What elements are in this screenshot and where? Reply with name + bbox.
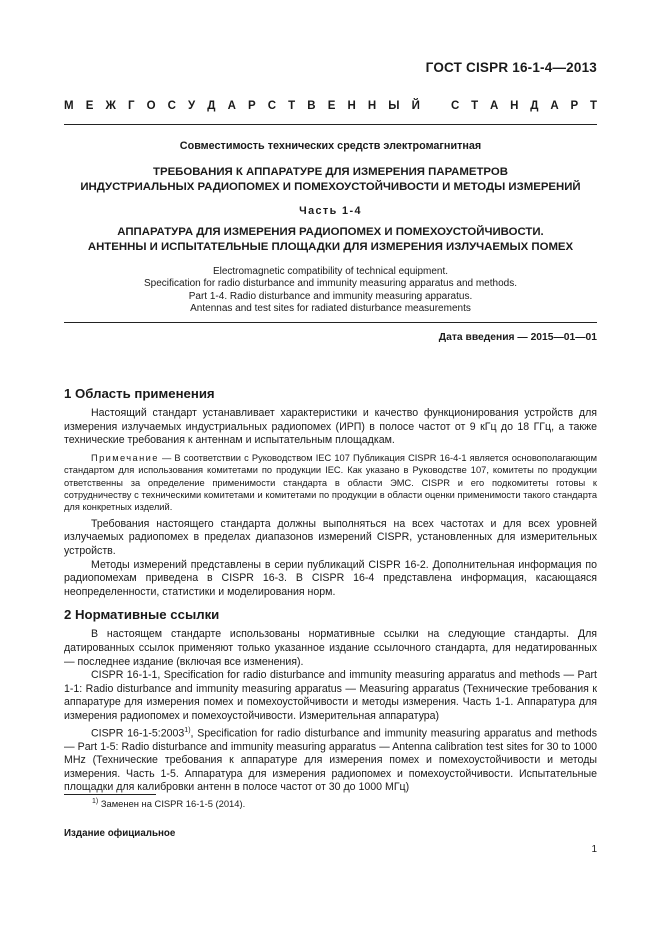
section-1-heading: 1 Область применения	[64, 386, 215, 401]
section-2-reference: CISPR 16-1-1, Specification for radio disturbance and immunity measuring apparatus and methods — Part 1-1: Radio disturbance and immunity measuring apparatus — Measuring apparatus (Технические требования к аппаратуре для измерения помех и помехоустойчивости и методы измерения. Часть 1-1. Аппаратура для измерения радиопомех и помехоустойчивости. Измерительная аппаратура)	[64, 669, 597, 722]
section-1-paragraph: Требования настоящего стандарта должны выполняться на всех частотах и для всех уровней излучаемых радиопомех в пределах диапазонов измерений CISPR, установленных для измерительных устройств.	[64, 517, 597, 557]
title-rule	[64, 322, 597, 323]
introduction-date: Дата введения — 2015—01—01	[438, 332, 597, 343]
footnote: $^{1)}$ Заменен на CISPR 16-1-5 (2014).	[92, 798, 246, 810]
section-1-paragraph: Настоящий стандарт устанавливает характеристики и качество функционирования устройств для измерения излучаемых индустриальных радиопомех (ИРП) в полосе частот от 9 кГц до 18 ГГц, а также технические требования к антеннам и испытательным площадкам.	[64, 407, 597, 447]
part-title: АППАРАТУРА ДЛЯ ИЗМЕРЕНИЯ РАДИОПОМЕХ И ПОМЕХОУСТОЙЧИВОСТИ. АНТЕННЫ И ИСПЫТАТЕЛЬНЫЕ ПЛОЩАДКИ ДЛЯ ИЗМЕРЕНИЯ ИЗЛУЧАЕМЫХ ПОМЕХ	[87, 226, 574, 253]
section-1-note: Примечание — В соответствии с Руководством IEC 107 Публикация CISPR 16-4-1 является основополагающим стандартом для использования комитетами по продукции IEC. Как указано в Руководстве 107, комитеты по продукции ответственны за определение применимости стандарта в области ЭМС. CISPR и его подкомитеты готовы к сотрудничеству с техническими комитетами и комитетами по продукции в области оценки применимости такого стандарта для конкретных изделий.	[64, 452, 597, 513]
standard-type-heading	[64, 100, 597, 112]
standard-designation: ГОСТ CISPR 16-1-4—2013	[425, 60, 597, 75]
section-1-paragraph: Методы измерений представлены в серии публикаций CISPR 16-2. Дополнительная информация по радиопомехам приведена в CISPR 16-3. В CISPR 16-4 представлена информация, касающаяся неопределенности, статистики и моделирования норм.	[64, 558, 597, 598]
standard-type-word-standard: С Т А Н Д А Р Т	[451, 100, 597, 112]
part-number: Часть 1-4	[299, 205, 362, 217]
footnote-marker: 1)	[184, 726, 191, 734]
page-number: 1	[591, 844, 597, 855]
document-body	[64, 386, 597, 795]
section-2-paragraph: В настоящем стандарте использованы нормативные ссылки на следующие стандарты. Для датированных ссылок применяют только указанное издание ссылочного стандарта, для недатированных — последнее издание (включая все изменения).	[64, 628, 597, 668]
standard-type-word-interstate: М Е Ж Г О С У Д А Р С Т В Е Н Н Ы Й	[64, 100, 420, 112]
official-edition: Издание официальное	[64, 828, 176, 839]
footnote-rule	[64, 794, 156, 795]
main-title: ТРЕБОВАНИЯ К АППАРАТУРЕ ДЛЯ ИЗМЕРЕНИЯ ПАРАМЕТРОВ ИНДУСТРИАЛЬНЫХ РАДИОПОМЕХ И ПОМЕХОУСТОЙЧИВОСТИ И МЕТОДЫ ИЗМЕРЕНИЙ	[80, 166, 581, 193]
english-title: Electromagnetic compatibility of technical equipment. Specification for radio disturbance and immunity measuring apparatus and methods. Part 1-4. Radio disturbance and immunity measuring apparatus. Antennas and test sites for radiated disturbance measurements	[144, 266, 517, 314]
section-2-heading: 2 Нормативные ссылки	[64, 607, 220, 623]
title-group: Совместимость технических средств электромагнитная	[179, 140, 482, 152]
header-rule	[64, 124, 597, 125]
section-2-reference: CISPR 16-1-5:2003$^{1)}$, Specification for radio disturbance and immunity measuring apparatus and methods — Part 1-5: Radio disturbance and immunity measuring apparatus — Antenna calibration test sites for 30 to 1000 MHz (Технические требования к аппаратуре для измерения помех и помехоустойчивости и методы измерения. Часть 1-5. Аппаратура для измерения радиопомех и помехоустойчивости. Испытательные площадки для калибровки антенн в полосе частот от 30 до 1000 МГц)	[64, 726, 597, 794]
